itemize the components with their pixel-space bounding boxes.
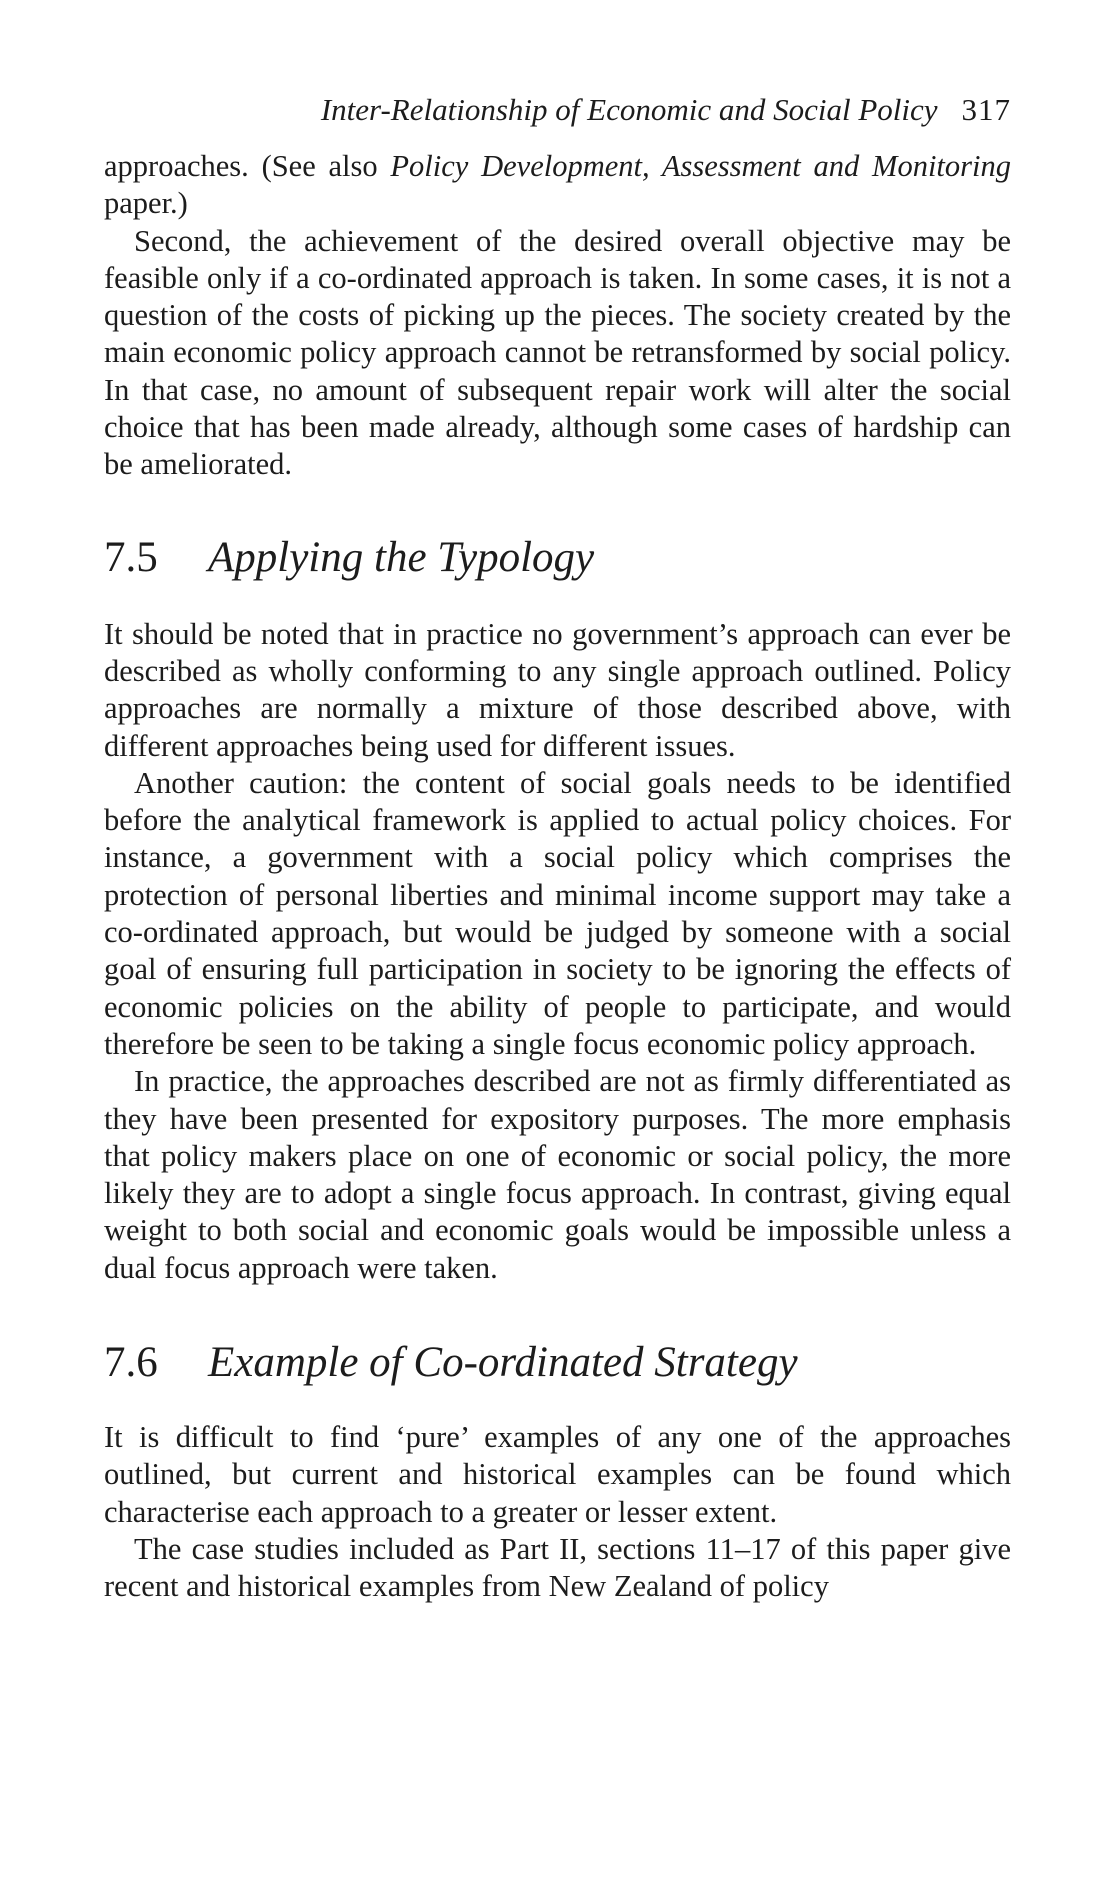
section-title: Example of Co-ordinated Strategy (208, 1339, 798, 1387)
paragraph-continuation (104, 148, 1011, 223)
paragraph-tail-text: paper.) (104, 186, 188, 221)
paragraph-second-point: Second, the achievement of the desired overall objective may be feasible only if a co-ordinated approach is taken. In some cases, it is not a question of the costs of picking up the pieces. The society created by the main economic policy approach cannot be retransformed by social policy. In that case, no amount of subsequent repair work will alter the social choice that has been made already, although some cases of hardship can be ameliorated. (104, 223, 1011, 482)
section-heading-7-6 (104, 1337, 1011, 1389)
paragraph-lead-text: approaches. (See also (104, 149, 391, 183)
paragraph: It is difficult to find ‘pure’ examples of any one of the approaches outlined, but current and historical examples can be found which characterise each approach to a greater or lesser extent. (104, 1420, 1011, 1529)
section-number: 7.6 (104, 1339, 158, 1387)
section-heading-7-5 (104, 532, 1011, 584)
book-page (104, 90, 1011, 1606)
paper-title-reference: Policy Development, Assessment and Monitoring (390, 149, 1011, 183)
page-number: 317 (961, 92, 1011, 127)
paragraph: Another caution: the content of social goals needs to be identified before the analytical framework is applied to actual policy choices. For instance, a government with a social policy which comprises the protection of personal liberties and minimal income support may take a co-ordinated approach, but would be judged by someone with a social goal of ensuring full participation in society to be ignoring the effects of economic policies on the ability of people to participate, and would therefore be seen to be taking a single focus economic policy approach. (104, 765, 1011, 1061)
running-title: Inter-Relationship of Economic and Social Policy (320, 92, 938, 127)
running-header (104, 90, 1011, 130)
paragraph: The case studies included as Part II, sections 11–17 of this paper give recent and historical examples from New Zealand of policy (104, 1531, 1011, 1604)
section-number: 7.5 (104, 533, 158, 581)
paragraph: It should be noted that in practice no government’s approach can ever be described as wholly conforming to any single approach outlined. Policy approaches are normally a mixture of those described above, with different approaches being used for different issues. (104, 616, 1011, 763)
paragraph: In practice, the approaches described are not as firmly differentiated as they have been presented for expository purposes. The more emphasis that policy makers place on one of economic or social policy, the more likely they are to adopt a single focus approach. In contrast, giving equal weight to both social and economic goals would be impossible unless a dual focus approach were taken. (104, 1064, 1011, 1285)
section-title: Applying the Typology (208, 533, 595, 581)
